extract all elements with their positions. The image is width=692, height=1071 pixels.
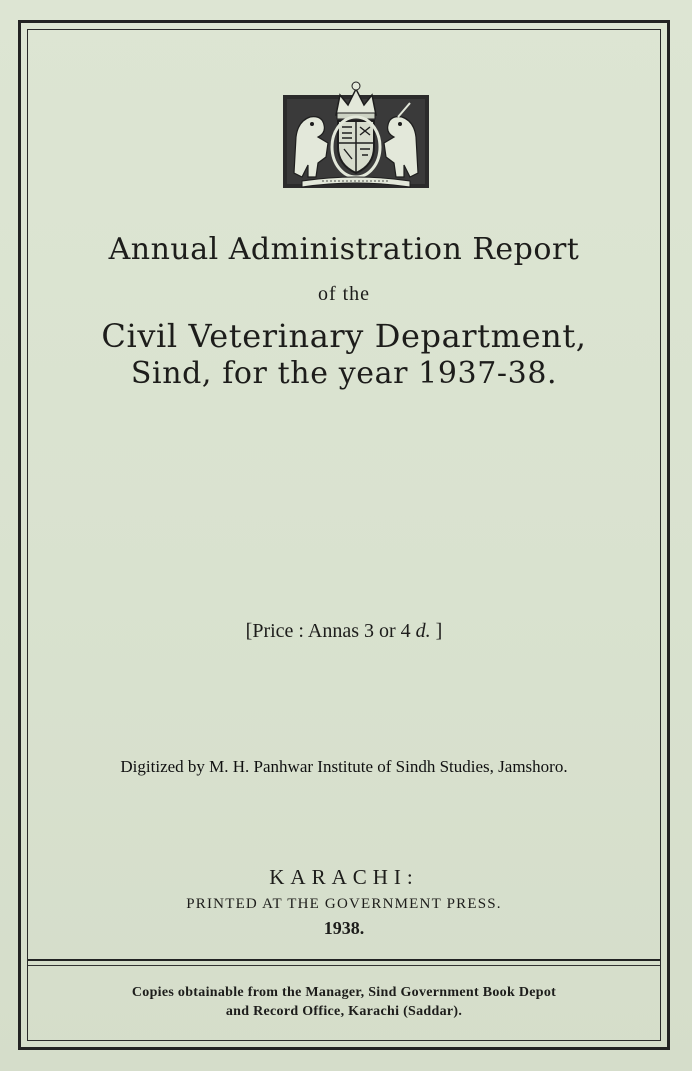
copies-note-line-1: Copies obtainable from the Manager, Sind Government Book Depot <box>131 985 557 1000</box>
digitization-note: Digitized by M. H. Panhwar Institute of Sindh Studies, Jamshoro. <box>120 757 568 776</box>
report-year-line: Sind, for the year 1937-38. <box>130 356 558 391</box>
copies-note <box>28 983 660 1021</box>
imprint-year: 1938. <box>323 918 365 938</box>
divider-rule-thin <box>28 965 660 966</box>
imprint-city: KARACHI: <box>269 865 419 889</box>
department-name: Civil Veterinary Department, <box>101 317 587 355</box>
price-amount: Annas 3 or 4 <box>307 620 411 642</box>
title-connector: of the <box>317 283 371 305</box>
price-line <box>28 620 660 643</box>
report-title: Annual Administration Report <box>108 232 580 267</box>
price-prefix: [Price : <box>245 620 304 642</box>
copies-note-line-2: and Record Office, Karachi (Saddar). <box>225 1004 463 1019</box>
imprint-printer: PRINTED AT THE GOVERNMENT PRESS. <box>186 896 502 912</box>
divider-rule <box>28 959 660 961</box>
royal-coat-of-arms-icon <box>282 77 430 190</box>
price-suffix: ] <box>435 620 443 642</box>
price-unit: d. <box>415 620 431 642</box>
